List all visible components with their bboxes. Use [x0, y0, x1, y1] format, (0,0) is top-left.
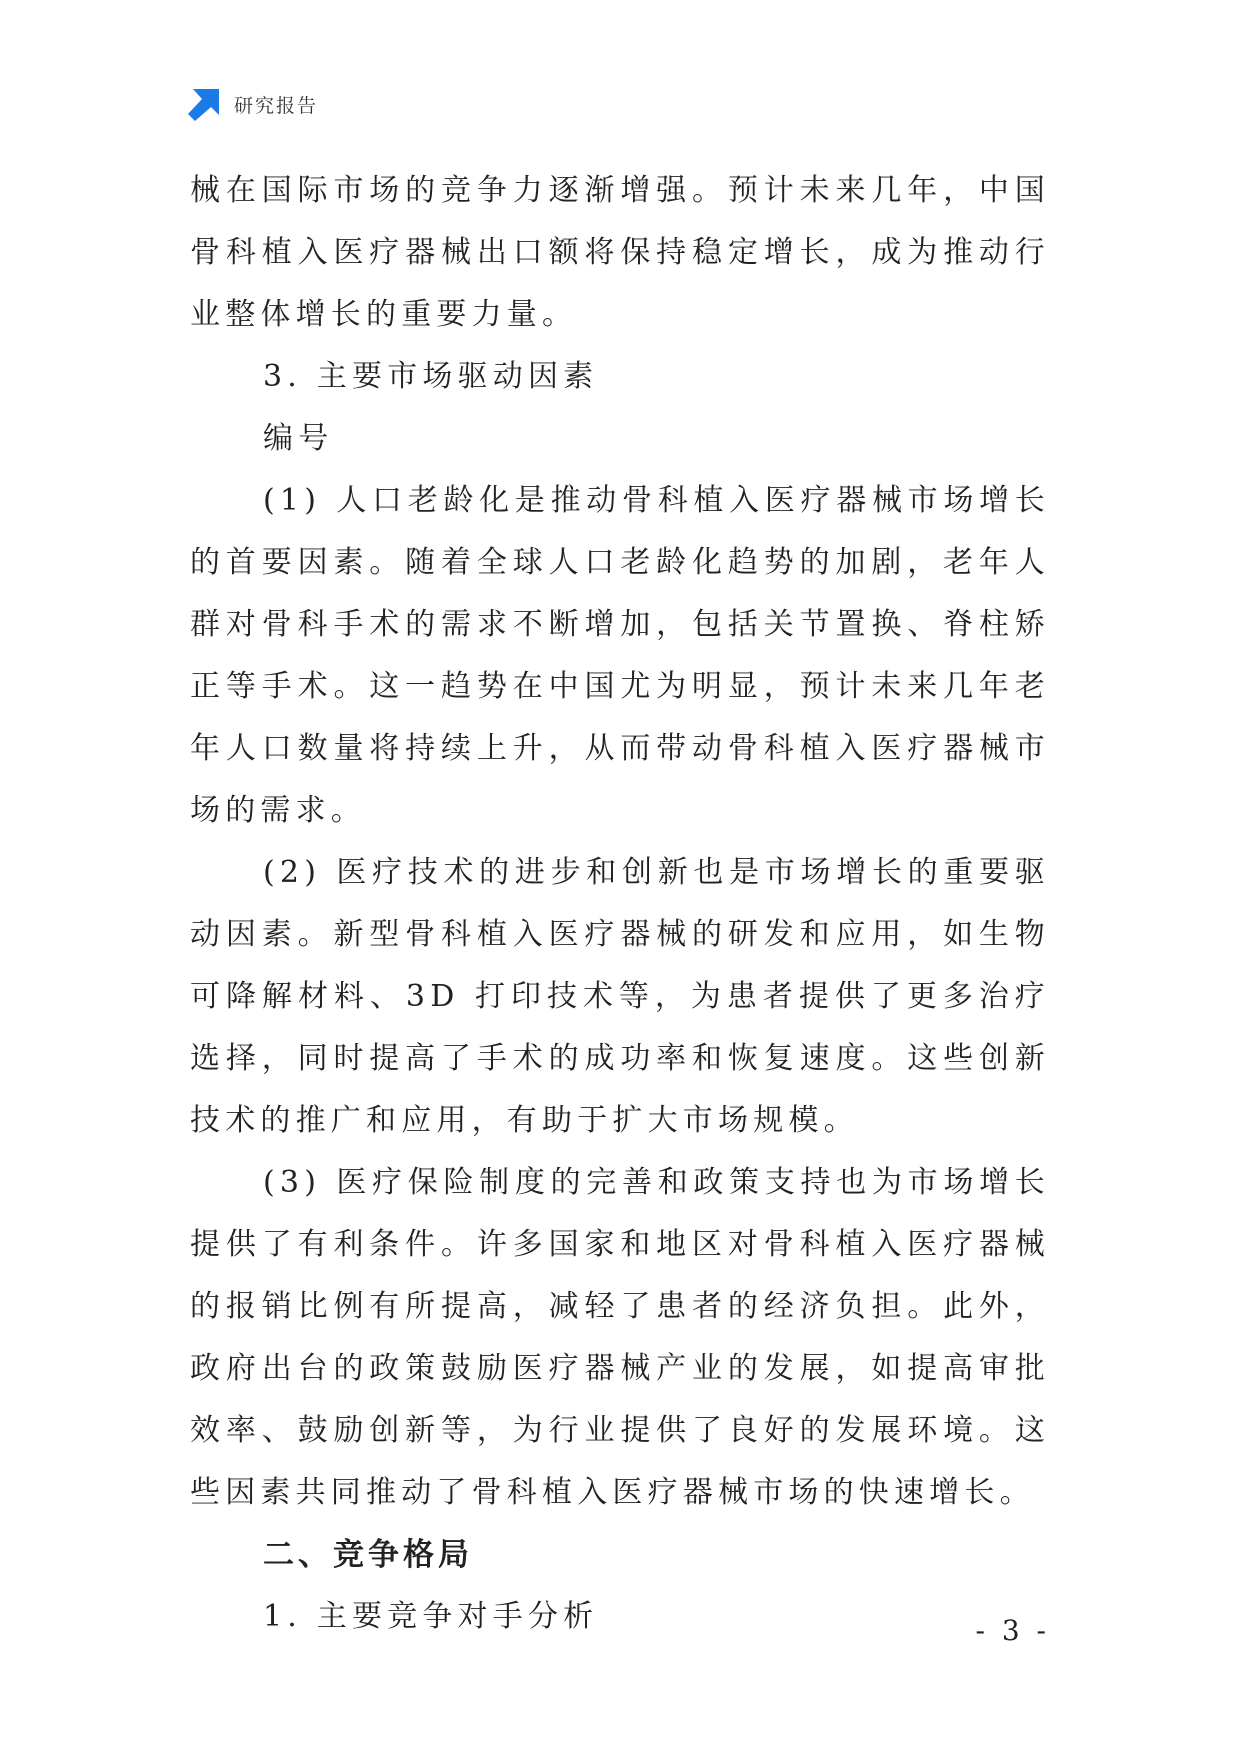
document-body [190, 160, 1050, 1648]
section-heading: 3. 主要市场驱动因素 [263, 359, 599, 394]
chapter-heading: 二、竞争格局 [263, 1537, 473, 1573]
page-number: - 3 - [975, 1614, 1050, 1647]
driver-paragraph-2: (2) 医疗技术的进步和创新也是市场增长的重要驱动因素。新型骨科植入医疗器械的研发和应用，如生物可降解材料、3D 打印技术等，为患者提供了更多治疗选择，同时提高了手术的成功率和恢复速度。这些创新技术的推广和应用，有助于扩大市场规模。 [190, 855, 1050, 1138]
sub-heading: 1. 主要竞争对手分析 [263, 1599, 599, 1634]
continuation-paragraph: 械在国际市场的竞争力逐渐增强。预计未来几年，中国骨科植入医疗器械出口额将保持稳定增长，成为推动行业整体增长的重要力量。 [190, 173, 1050, 332]
label-text: 编号 [263, 421, 334, 456]
report-header-title: 研究报告 [234, 94, 319, 117]
logo-arrow-icon [187, 88, 220, 121]
driver-paragraph-3: (3) 医疗保险制度的完善和政策支持也为市场增长提供了有利条件。许多国家和地区对骨科植入医疗器械的报销比例有所提高，减轻了患者的经济负担。此外，政府出台的政策鼓励医疗器械产业的发展，如提高审批效率、鼓励创新等，为行业提供了良好的发展环境。这些因素共同推动了骨科植入医疗器械市场的快速增长。 [190, 1165, 1050, 1510]
driver-paragraph-1: (1) 人口老龄化是推动骨科植入医疗器械市场增长的首要因素。随着全球人口老龄化趋势的加剧，老年人群对骨科手术的需求不断增加，包括关节置换、脊柱矫正等手术。这一趋势在中国尤为明显，预计未来几年老年人口数量将持续上升，从而带动骨科植入医疗器械市场的需求。 [190, 483, 1050, 828]
page-header [187, 86, 318, 122]
